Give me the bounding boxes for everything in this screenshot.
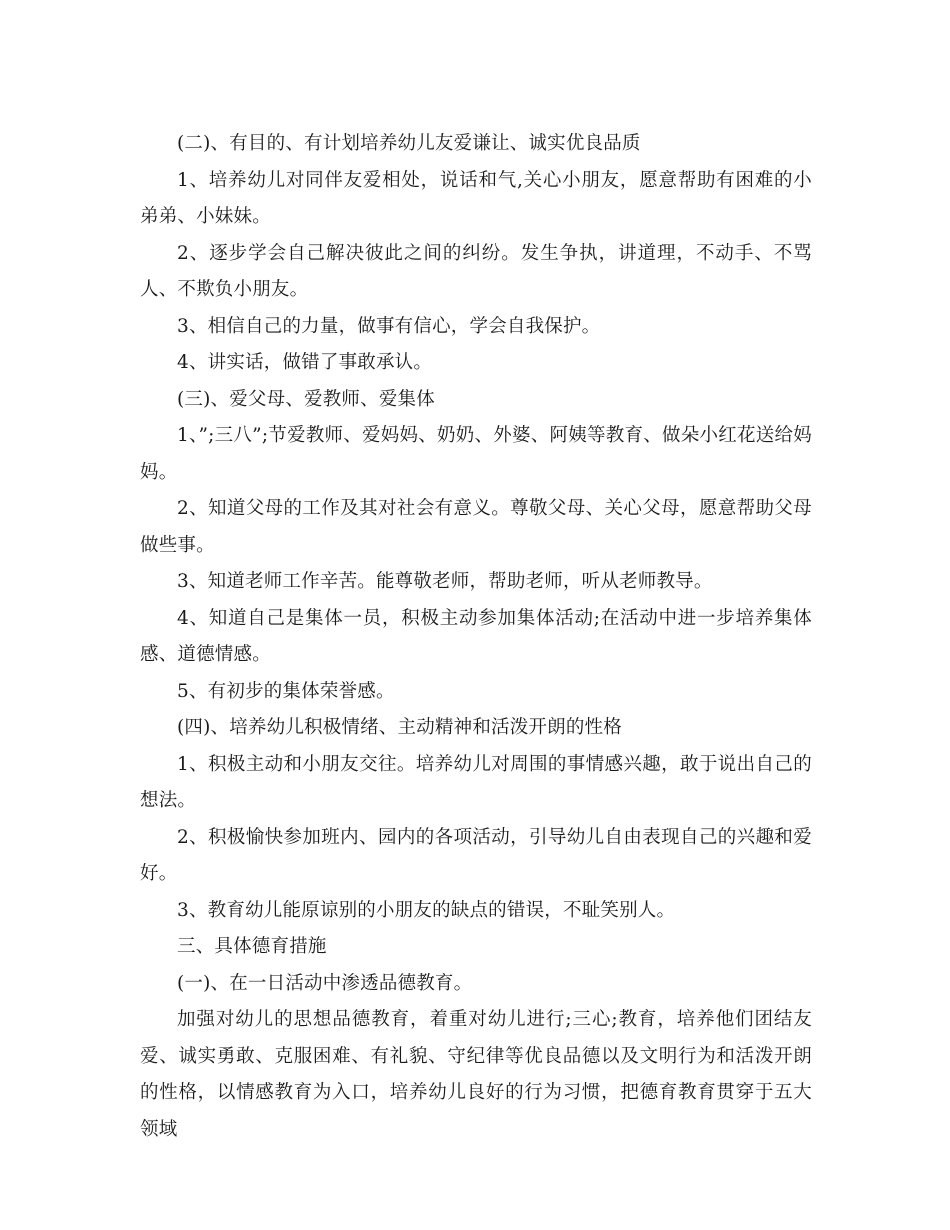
body-paragraph: 加强对幼儿的思想品德教育，着重对幼儿进行;三心;教育，培养他们团结友爱、诚实勇敢、克服困难、有礼貌、守纪律等优良品德以及文明行为和活泼开朗的性格，以情感教育为入口，培养幼儿良好的行为习惯，把德育教育贯穿于五大领域 — [140, 1009, 812, 1140]
paragraph-item-3: 3、相信自己的力量，做事有信心，学会自我保护。 — [177, 315, 601, 337]
paragraph-item-4: 4、讲实话，做错了事敢承认。 — [177, 352, 433, 373]
paragraph-item-3: 3、教育幼儿能原谅别的小朋友的缺点的错误，不耻笑别人。 — [177, 899, 676, 921]
section-heading-2: (二)、有目的、有计划培养幼儿友爱谦让、诚实优良品质 — [177, 133, 641, 154]
paragraph-item-4: 4、知道自己是集体一员，积极主动参加集体活动;在活动中进一步培养集体感、道德情感。 — [140, 607, 812, 665]
paragraph-item-1: 1、培养幼儿对同伴友爱相处，说话和气,关心小朋友，愿意帮助有困难的小弟弟、小妹妹。 — [140, 169, 812, 227]
chapter-heading: 三、具体德育措施 — [177, 936, 327, 957]
section-heading-3: (三)、爱父母、爱教师、爱集体 — [177, 388, 435, 410]
section-heading-4: (四)、培养幼儿积极情绪、主动精神和活泼开朗的性格 — [177, 717, 622, 738]
section-heading-1: (一)、在一日活动中渗透品德教育。 — [177, 972, 473, 994]
paragraph-item-2: 2、积极愉快参加班内、园内的各项活动，引导幼儿自由表现自己的兴趣和爱好。 — [140, 826, 812, 884]
paragraph-item-2: 2、逐步学会自己解决彼此之间的纠纷。发生争执，讲道理，不动手、不骂人、不欺负小朋友。 — [140, 242, 812, 300]
paragraph-item-2: 2、知道父母的工作及其对社会有意义。尊敬父母、关心父母，愿意帮助父母做些事。 — [140, 498, 812, 556]
paragraph-item-3: 3、知道老师工作辛苦。能尊敬老师，帮助老师，听从老师教导。 — [177, 571, 713, 592]
paragraph-item-5: 5、有初步的集体荣誉感。 — [177, 680, 395, 702]
paragraph-item-1: 1、”;三八”;节爱教师、爱妈妈、奶奶、外婆、阿姨等教育、做朵小红花送给妈妈。 — [140, 425, 812, 483]
paragraph-item-1: 1、积极主动和小朋友交往。培养幼儿对周围的事情感兴趣，敢于说出自己的想法。 — [140, 753, 812, 811]
document-body — [140, 126, 812, 1148]
